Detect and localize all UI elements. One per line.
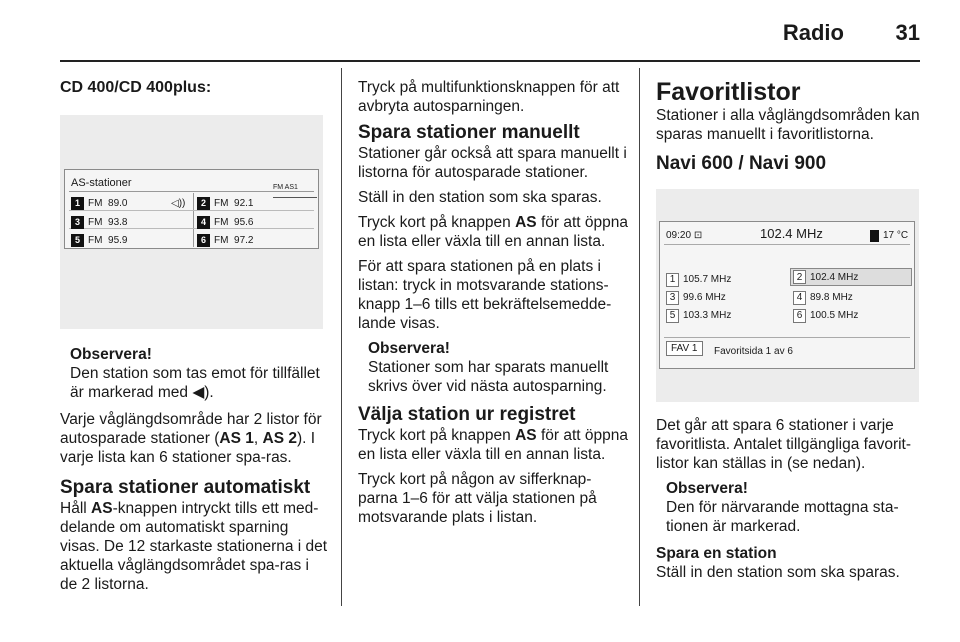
note-title: Observera! bbox=[70, 346, 152, 363]
station-slot[interactable]: 3 99.6 MHz bbox=[666, 288, 726, 307]
favorite-list-screen bbox=[656, 189, 919, 402]
station-slot[interactable]: 6 100.5 MHz bbox=[793, 306, 858, 325]
page-number: 31 bbox=[895, 20, 920, 45]
paragraph: Tryck kort på knappen AS för att öppna en lista eller växla till en annan lista. bbox=[358, 214, 628, 250]
station-slot[interactable]: 5 FM 95.9 bbox=[71, 231, 127, 250]
note-title: Observera! bbox=[368, 340, 450, 357]
column-divider bbox=[639, 68, 640, 606]
fav-page-label: Favoritsida 1 av 6 bbox=[714, 346, 793, 357]
subheading: Spara en station bbox=[656, 545, 777, 562]
paragraph: Det går att spara 6 stationer i varje favoritlista. Antalet tillgängliga favorit-listor kan ställas in (se nedan). bbox=[656, 417, 912, 472]
section-heading: Favoritlistor bbox=[656, 78, 801, 106]
current-frequency: 102.4 MHz bbox=[760, 226, 823, 241]
radio-icon: ⊡ bbox=[693, 230, 703, 241]
paragraph: Stationer går också att spara manuellt i listorna för autosparade stationer. bbox=[358, 145, 627, 181]
note-box bbox=[656, 479, 924, 536]
station-slot[interactable]: 5 103.3 MHz bbox=[666, 306, 731, 325]
section-heading: Välja station ur registret bbox=[358, 404, 576, 425]
section-heading: Navi 600 / Navi 900 bbox=[656, 153, 827, 174]
paragraph: Ställ in den station som ska sparas. bbox=[656, 564, 900, 581]
station-slot[interactable]: 1 FM 89.0 bbox=[71, 194, 127, 213]
paragraph: För att spara stationen på en plats i listan: tryck in motsvarande stations-knapp 1–6 tills ett bekräftelsemedde-lande visas. bbox=[358, 258, 612, 332]
clock: 09:20 ⊡ bbox=[666, 226, 702, 245]
screen-tag: FM AS1 bbox=[273, 178, 317, 198]
middle-column bbox=[358, 78, 630, 533]
screen-display bbox=[64, 169, 319, 249]
paragraph: Tryck på multifunktionsknappen för att avbryta autosparningen. bbox=[358, 79, 620, 115]
model-heading: CD 400/CD 400plus: bbox=[60, 79, 212, 96]
note-box bbox=[60, 345, 330, 402]
right-column bbox=[656, 78, 924, 588]
header-rule bbox=[60, 60, 920, 62]
left-column bbox=[60, 78, 330, 600]
section-title: Radio bbox=[782, 20, 844, 45]
screen-display bbox=[659, 221, 915, 369]
section-heading: Spara stationer automatiskt bbox=[60, 477, 311, 498]
speaker-icon: ◁)) bbox=[171, 198, 186, 209]
station-slot-selected[interactable]: 2 102.4 MHz bbox=[790, 268, 912, 286]
note-text: Den för närvarande mottagna sta-tionen är markerad. bbox=[666, 499, 899, 535]
note-text: Den station som tas emot för tillfället är markerad med ◀). bbox=[70, 365, 320, 401]
fav-button[interactable]: FAV 1 bbox=[666, 341, 703, 356]
station-slot[interactable]: 4 89.8 MHz bbox=[793, 288, 853, 307]
station-slot[interactable]: 3 FM 93.8 bbox=[71, 213, 127, 232]
screen-title: AS-stationer bbox=[71, 177, 132, 189]
station-slot[interactable]: 4 FM 95.6 bbox=[197, 213, 253, 232]
station-slot[interactable]: 6 FM 97.2 bbox=[197, 231, 253, 250]
thermometer-icon bbox=[870, 230, 879, 242]
paragraph: Håll AS-knappen intryckt tills ett med-delande om automatiskt sparning visas. De 12 starkaste stationerna i det aktuella våglängdsområdet spa-ras i de 2 listorna. bbox=[60, 500, 328, 593]
note-box bbox=[358, 339, 630, 396]
paragraph: Tryck kort på någon av sifferknap-parna 1–6 för att välja stationen på motsvarande plats i listan. bbox=[358, 471, 597, 526]
paragraph: Stationer i alla våglängdsområden kan sparas manuellt i favoritlistorna. bbox=[656, 107, 920, 143]
temperature: 17 °C bbox=[870, 226, 908, 245]
paragraph: Ställ in den station som ska sparas. bbox=[358, 189, 602, 206]
paragraph: Varje våglängdsområde har 2 listor för autosparade stationer (AS 1, AS 2). I varje lista kan 6 stationer spa-ras. bbox=[60, 411, 322, 466]
as-stations-screen bbox=[60, 115, 323, 329]
speaker-icon: ◀) bbox=[192, 384, 210, 401]
note-text: Stationer som har sparats manuellt skrivs över vid nästa autosparning. bbox=[368, 359, 609, 395]
column-divider bbox=[341, 68, 342, 606]
section-heading: Spara stationer manuellt bbox=[358, 122, 580, 143]
station-slot[interactable]: 1 105.7 MHz bbox=[666, 270, 731, 289]
note-title: Observera! bbox=[666, 480, 748, 497]
paragraph: Tryck kort på knappen AS för att öppna en lista eller växla till en annan lista. bbox=[358, 427, 628, 463]
station-slot[interactable]: 2 FM 92.1 bbox=[197, 194, 253, 213]
